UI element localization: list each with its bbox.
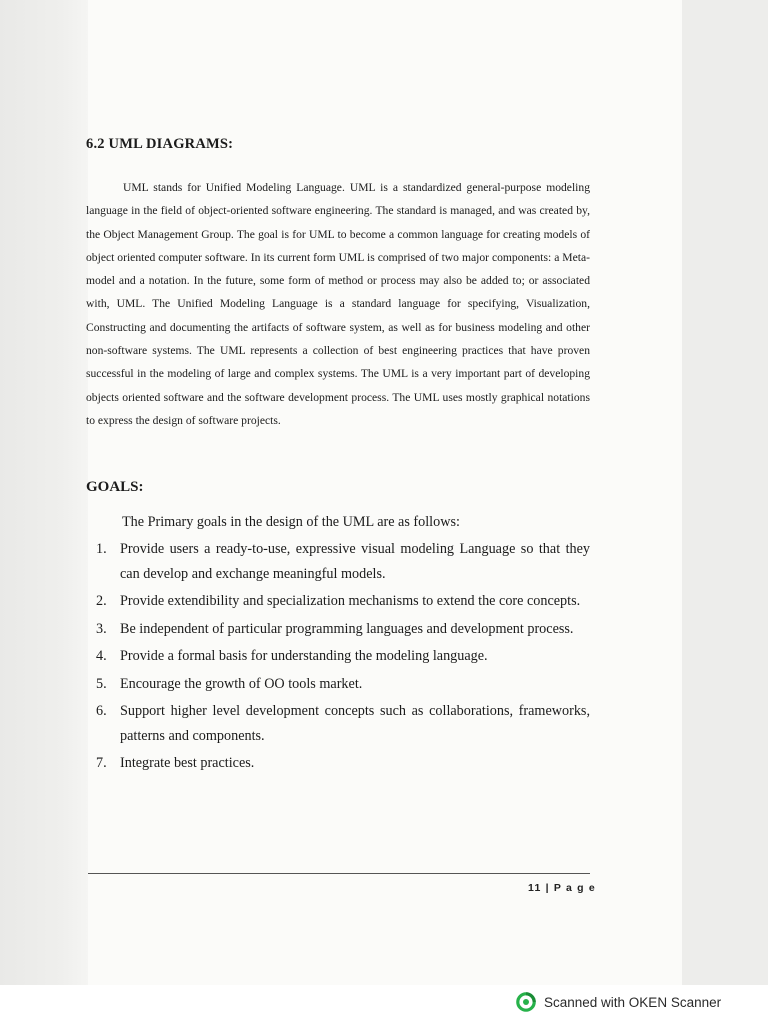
list-item-number: 3. xyxy=(96,620,107,637)
list-item-text: Support higher level development concepts such as collaborations, frameworks, patterns and components. xyxy=(120,703,590,744)
footer-divider xyxy=(88,873,590,874)
scan-right-margin xyxy=(682,0,768,985)
scanner-watermark xyxy=(516,991,721,1013)
list-item-text: Provide a formal basis for understanding the modeling language. xyxy=(120,648,488,664)
page-number: 11 | P a g e xyxy=(528,882,596,894)
list-item-number: 7. xyxy=(96,755,107,771)
goals-intro: The Primary goals in the design of the UML are as follows: xyxy=(122,514,460,530)
list-item-number: 5. xyxy=(96,675,107,692)
list-item-text: Integrate best practices. xyxy=(120,755,255,771)
list-item-number: 1. xyxy=(96,541,107,557)
goals-list xyxy=(96,537,590,779)
list-item-text: Provide extendibility and specialization mechanisms to extend the core concepts. xyxy=(120,593,581,609)
list-item xyxy=(96,617,590,642)
list-item-text: Encourage the growth of OO tools market. xyxy=(120,675,363,692)
list-item-number: 4. xyxy=(96,648,107,664)
scan-left-margin xyxy=(0,0,88,985)
list-item xyxy=(96,699,590,748)
list-item-text: Provide users a ready-to-use, expressive visual modeling Language so that they can develop and exchange meaningful models. xyxy=(120,541,590,582)
list-item-text: Be independent of particular programming languages and development process. xyxy=(120,620,574,637)
list-item xyxy=(96,644,590,669)
list-item xyxy=(96,537,590,586)
list-item xyxy=(96,751,590,776)
list-item xyxy=(96,589,590,614)
list-item-number: 6. xyxy=(96,703,107,719)
oken-scanner-logo-icon xyxy=(516,992,536,1012)
list-item xyxy=(96,672,590,697)
scanner-label: Scanned with OKEN Scanner xyxy=(544,994,722,1010)
intro-paragraph: UML stands for Unified Modeling Language. UML is a standardized general-purpose modeling language in the field of object-oriented software engineering. The standard is managed, and was created by, the Object Management Group. The goal is for UML to become a common language for creating models of object oriented computer software. In its current form UML is comprised of two major components: a Meta-model and a notation. In the future, some form of method or process may also be added to; or associated with, UML. The Unified Modeling Language is a standard language for specifying, Visualization, Constructing and documenting the artifacts of software system, as well as for business modeling and other non-software systems. The UML represents a collection of best engineering practices that have proven successful in the modeling of large and complex systems. The UML is a very important part of developing objects oriented software and the software development process. The UML uses mostly graphical notations to express the design of software projects. xyxy=(86,181,590,427)
section-heading: 6.2 UML DIAGRAMS: xyxy=(86,136,234,152)
list-item-number: 2. xyxy=(96,593,107,609)
goals-heading: GOALS: xyxy=(86,479,144,495)
